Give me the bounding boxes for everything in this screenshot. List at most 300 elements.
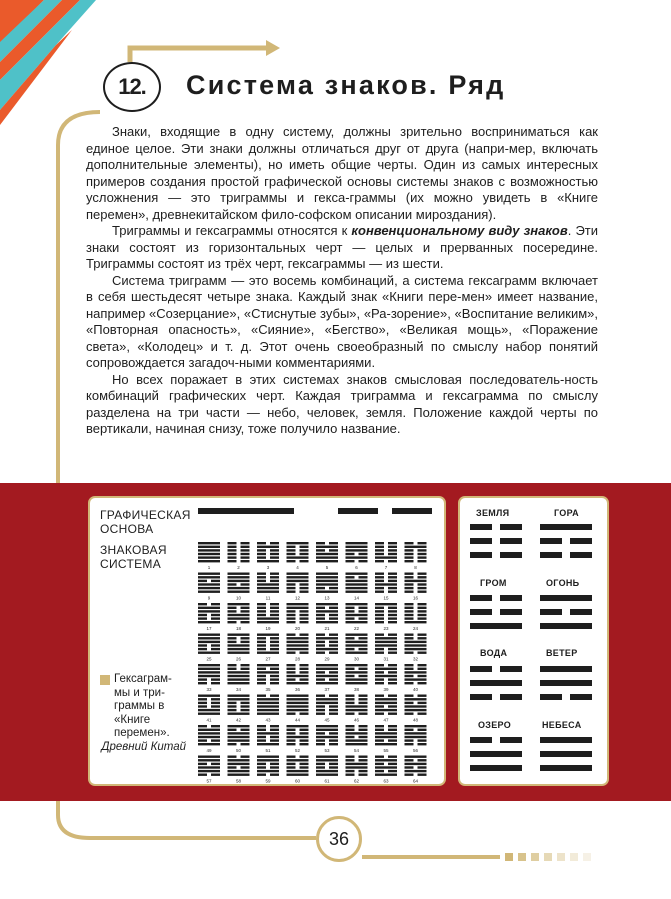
hexagram-18 xyxy=(228,603,250,631)
hexagram-line-broken xyxy=(375,549,384,551)
hexagram-line xyxy=(346,652,368,654)
hexagram-line xyxy=(228,698,250,700)
hexagram-line-broken xyxy=(300,610,309,612)
hexagram-line xyxy=(228,695,250,697)
hexagram-line xyxy=(346,743,368,745)
trigram-line-broken xyxy=(570,694,592,700)
hexagram-line-broken xyxy=(270,736,279,738)
hexagram-5 xyxy=(316,542,338,570)
hexagram-line-broken xyxy=(257,675,266,677)
hexagram-number: 27 xyxy=(265,656,271,662)
hexagram-line-broken xyxy=(198,678,207,680)
hexagram-line-broken xyxy=(300,763,309,765)
hexagram-62 xyxy=(346,756,368,784)
hexagram-line xyxy=(198,546,220,548)
hexagram-number: 22 xyxy=(353,626,360,631)
hexagram-line-broken xyxy=(346,553,355,555)
hexagram-34 xyxy=(228,664,250,692)
trigram-line-broken xyxy=(500,609,522,615)
hexagram-line-broken xyxy=(198,739,207,741)
hexagram-line-broken xyxy=(300,560,309,562)
hexagram-line xyxy=(228,648,250,650)
hexagram-line-broken xyxy=(418,675,427,677)
hexagram-line-broken xyxy=(287,743,296,745)
trigram-line-broken xyxy=(500,737,522,743)
hexagram-28 xyxy=(287,634,309,662)
trigram-grid xyxy=(460,498,607,784)
hexagram-line-broken xyxy=(241,702,250,704)
hexagram-number: 33 xyxy=(206,687,212,692)
hexagram-line-broken xyxy=(375,546,384,548)
hexagram-line-broken xyxy=(375,652,384,654)
hexagram-8 xyxy=(405,542,427,570)
hexagram-line xyxy=(287,675,309,677)
hexagram-line xyxy=(405,648,427,650)
hexagram-line-broken xyxy=(375,617,384,619)
hexagram-line xyxy=(228,678,250,680)
hexagram-line xyxy=(198,591,220,593)
hexagram-line-broken xyxy=(198,682,207,684)
hexagram-line xyxy=(405,763,427,765)
hexagram-line xyxy=(316,573,338,575)
hexagram-number: 62 xyxy=(353,778,360,784)
hexagram-line-broken xyxy=(270,763,279,765)
hexagram-39 xyxy=(375,664,397,692)
hexagram-line-broken xyxy=(270,576,279,578)
hexagram-line-broken xyxy=(270,739,279,741)
hexagram-line-broken xyxy=(198,725,207,727)
hexagram-line xyxy=(228,614,250,616)
hexagram-line xyxy=(316,774,338,776)
trigram-3 xyxy=(470,595,522,629)
hexagram-line-broken xyxy=(405,587,414,589)
hexagram-line-broken xyxy=(316,709,325,711)
hexagram-line-broken xyxy=(270,610,279,612)
hexagram-line-broken xyxy=(257,641,266,643)
hexagram-15 xyxy=(375,573,397,601)
hexagram-line xyxy=(257,560,279,562)
hexagram-line xyxy=(287,556,309,558)
hexagram-line-broken xyxy=(316,713,325,715)
hexagram-36 xyxy=(287,664,309,692)
hexagram-line-broken xyxy=(405,637,414,639)
hexagram-line-broken xyxy=(300,671,309,673)
hexagram-line-broken xyxy=(228,702,237,704)
hexagram-line xyxy=(228,603,250,605)
hexagram-line-broken xyxy=(405,576,414,578)
hexagram-line-broken xyxy=(211,617,220,619)
hexagram-line-broken xyxy=(270,542,279,544)
hexagram-line-broken xyxy=(198,702,207,704)
hexagram-line xyxy=(375,644,397,646)
hexagram-line xyxy=(346,621,368,623)
hexagram-line xyxy=(405,705,427,707)
trigram-name-mountain: ГОРА xyxy=(554,508,579,518)
hexagram-line xyxy=(198,573,220,575)
hexagram-32 xyxy=(405,634,427,662)
hexagram-line-broken xyxy=(418,576,427,578)
hexagram-number: 29 xyxy=(324,656,330,662)
hexagram-11 xyxy=(257,573,279,601)
hexagram-line-broken xyxy=(287,634,296,636)
hexagram-line-broken xyxy=(257,542,266,544)
hexagram-line xyxy=(346,603,368,605)
page-number: 36 xyxy=(316,816,362,862)
hexagram-line-broken xyxy=(198,763,207,765)
hexagram-line-broken xyxy=(241,729,250,731)
hexagram-line-broken xyxy=(418,549,427,551)
hexagram-line-broken xyxy=(300,713,309,715)
hexagram-line-broken xyxy=(388,682,397,684)
hexagram-line xyxy=(228,587,250,589)
hexagram-line-broken xyxy=(257,725,266,727)
hexagram-line-broken xyxy=(270,556,279,558)
hexagram-line-broken xyxy=(287,664,296,666)
hexagram-line-broken xyxy=(287,621,296,623)
hexagram-line-broken xyxy=(375,763,384,765)
hexagram-line-broken xyxy=(287,587,296,589)
hexagram-line-broken xyxy=(270,682,279,684)
hexagram-line-broken xyxy=(405,668,414,670)
hexagram-38 xyxy=(346,664,368,692)
hexagram-line xyxy=(257,743,279,745)
hexagram-line-broken xyxy=(418,774,427,776)
hexagram-line-broken xyxy=(375,542,384,544)
hexagram-55 xyxy=(375,725,397,753)
hexagram-line-broken xyxy=(418,713,427,715)
hexagram-line-broken xyxy=(388,610,397,612)
hexagram-number: 5 xyxy=(325,565,329,570)
paragraph-2 xyxy=(86,223,598,273)
hexagram-number: 56 xyxy=(412,748,419,753)
hexagram-line xyxy=(198,664,220,666)
hexagram-line-broken xyxy=(287,678,296,680)
hexagram-line-broken xyxy=(270,603,279,605)
hexagram-line-broken xyxy=(329,695,338,697)
hexagram-line-broken xyxy=(300,617,309,619)
hexagram-23 xyxy=(375,603,397,631)
trigram-line xyxy=(540,595,592,601)
frame-line xyxy=(130,48,270,62)
hexagram-line-broken xyxy=(405,634,414,636)
trigram-line xyxy=(470,623,522,629)
hexagram-line xyxy=(375,743,397,745)
hexagram-line-broken xyxy=(418,603,427,605)
hexagram-44 xyxy=(287,695,309,723)
hexagram-line-broken xyxy=(228,637,237,639)
hexagram-line xyxy=(316,729,338,731)
hexagram-line-broken xyxy=(211,702,220,704)
hexagram-line-broken xyxy=(418,542,427,544)
hexagram-line xyxy=(287,637,309,639)
hexagram-line xyxy=(316,553,338,555)
hexagram-13 xyxy=(316,573,338,601)
hexagram-line xyxy=(375,698,397,700)
hexagram-line xyxy=(316,648,338,650)
hexagram-line-broken xyxy=(316,652,325,654)
hexagram-line-broken xyxy=(329,542,338,544)
hexagram-line-broken xyxy=(418,634,427,636)
hexagram-line-broken xyxy=(316,743,325,745)
hexagram-line-broken xyxy=(418,637,427,639)
hexagram-grid xyxy=(90,498,444,784)
hexagram-line-broken xyxy=(257,603,266,605)
hexagram-number: 26 xyxy=(235,656,242,662)
hexagram-line-broken xyxy=(270,668,279,670)
hexagram-number: 21 xyxy=(324,626,330,631)
hexagram-line xyxy=(198,637,220,639)
hexagram-line-broken xyxy=(329,739,338,741)
hexagram-line-broken xyxy=(388,614,397,616)
hexagram-number: 25 xyxy=(206,656,212,662)
hexagram-line xyxy=(198,560,220,562)
hexagram-line-broken xyxy=(418,573,427,575)
hexagram-line xyxy=(287,736,309,738)
hexagram-line xyxy=(287,648,309,650)
hexagram-number: 15 xyxy=(383,595,389,601)
hexagram-line-broken xyxy=(405,739,414,741)
hexagram-line-broken xyxy=(359,675,368,677)
hexagram-line-broken xyxy=(228,743,237,745)
trigram-line-broken xyxy=(500,595,522,601)
trigram-line-broken xyxy=(500,694,522,700)
hexagram-line-broken xyxy=(228,621,237,623)
hexagram-line-broken xyxy=(405,766,414,768)
hexagram-line xyxy=(405,580,427,582)
trigram-line xyxy=(470,680,522,686)
hexagram-line xyxy=(346,542,368,544)
hexagram-line xyxy=(316,546,338,548)
hexagram-line-broken xyxy=(198,580,207,582)
hexagram-line xyxy=(287,542,309,544)
hexagram-line-broken xyxy=(388,576,397,578)
hexagram-line xyxy=(228,770,250,772)
frame-arrow xyxy=(266,40,280,56)
hexagram-line xyxy=(375,583,397,585)
hexagram-line xyxy=(405,678,427,680)
hexagram-line-broken xyxy=(405,774,414,776)
hexagram-line-broken xyxy=(228,610,237,612)
hexagram-48 xyxy=(405,695,427,723)
hexagram-line-broken xyxy=(257,580,266,582)
hexagram-line-broken xyxy=(211,678,220,680)
hexagram-line-broken xyxy=(241,553,250,555)
hexagram-50 xyxy=(228,725,250,753)
hexagram-42 xyxy=(228,695,250,723)
hexagram-line-broken xyxy=(257,695,266,697)
hexagram-40 xyxy=(405,664,427,692)
hexagram-number: 54 xyxy=(353,748,360,753)
hexagram-line xyxy=(346,705,368,707)
hexagram-line-broken xyxy=(405,614,414,616)
hexagram-line-broken xyxy=(300,546,309,548)
hexagram-line xyxy=(316,756,338,758)
hexagram-line xyxy=(257,702,279,704)
hexagram-line-broken xyxy=(346,736,355,738)
hexagram-line-broken xyxy=(418,664,427,666)
hexagram-line-broken xyxy=(241,560,250,562)
hexagram-line-broken xyxy=(300,583,309,585)
hexagram-line-broken xyxy=(405,610,414,612)
hexagram-line-broken xyxy=(211,644,220,646)
hexagram-line-broken xyxy=(211,739,220,741)
hexagram-line-broken xyxy=(270,729,279,731)
hexagram-line xyxy=(346,591,368,593)
hexagram-line xyxy=(405,546,427,548)
hexagram-line-broken xyxy=(198,644,207,646)
hexagram-line xyxy=(346,709,368,711)
trigram-line-broken xyxy=(540,609,562,615)
hexagram-line-broken xyxy=(257,668,266,670)
hexagram-line-broken xyxy=(300,652,309,654)
hexagram-line xyxy=(228,675,250,677)
hexagram-line-broken xyxy=(405,664,414,666)
hexagram-line-broken xyxy=(287,560,296,562)
trigram-line xyxy=(540,751,592,757)
hexagram-line-broken xyxy=(329,652,338,654)
hexagram-line-broken xyxy=(375,682,384,684)
hexagram-49 xyxy=(198,725,220,753)
hexagram-line-broken xyxy=(359,729,368,731)
hexagram-line xyxy=(346,641,368,643)
hexagram-line-broken xyxy=(228,705,237,707)
hexagram-line xyxy=(257,732,279,734)
basis-line-2 xyxy=(338,508,378,514)
hexagram-line-broken xyxy=(241,546,250,548)
hexagram-line-broken xyxy=(241,664,250,666)
hexagram-line-broken xyxy=(300,732,309,734)
hexagram-line-broken xyxy=(375,671,384,673)
hexagram-line-broken xyxy=(228,607,237,609)
hexagram-number: 57 xyxy=(206,778,212,784)
hexagram-line-broken xyxy=(388,546,397,548)
hexagram-line-broken xyxy=(346,637,355,639)
hexagram-line-broken xyxy=(346,610,355,612)
hexagram-line xyxy=(375,736,397,738)
hexagram-line-broken xyxy=(287,549,296,551)
hexagram-24 xyxy=(405,603,427,631)
trigram-line-broken xyxy=(500,524,522,530)
hexagram-line xyxy=(346,634,368,636)
hexagram-line xyxy=(375,641,397,643)
hexagram-line-broken xyxy=(346,668,355,670)
hexagram-line-broken xyxy=(316,587,325,589)
hexagram-line-broken xyxy=(359,756,368,758)
hexagram-line xyxy=(316,668,338,670)
hexagram-2 xyxy=(228,542,250,570)
hexagram-47 xyxy=(375,695,397,723)
hexagram-line-broken xyxy=(228,641,237,643)
hexagram-line xyxy=(287,641,309,643)
hexagram-line xyxy=(198,729,220,731)
hexagram-53 xyxy=(316,725,338,753)
hexagram-number: 37 xyxy=(324,687,330,692)
hexagram-line-broken xyxy=(405,729,414,731)
trigram-2 xyxy=(540,524,592,558)
hexagram-41 xyxy=(198,695,220,723)
hexagram-line-broken xyxy=(329,641,338,643)
hexagram-line-broken xyxy=(359,648,368,650)
hexagram-line-broken xyxy=(198,698,207,700)
hexagram-line-broken xyxy=(405,603,414,605)
hexagram-line xyxy=(405,756,427,758)
hexagram-line-broken xyxy=(359,560,368,562)
hexagram-line-broken xyxy=(418,668,427,670)
hexagram-line-broken xyxy=(257,637,266,639)
hexagram-number: 45 xyxy=(324,717,330,723)
hexagram-number: 39 xyxy=(383,687,389,692)
hexagram-line-broken xyxy=(257,607,266,609)
hexagram-number: 3 xyxy=(266,565,270,570)
hexagram-number: 44 xyxy=(294,717,301,723)
hexagram-line-broken xyxy=(257,678,266,680)
hexagram-3 xyxy=(257,542,279,570)
hexagram-line-broken xyxy=(418,553,427,555)
hexagram-line xyxy=(257,587,279,589)
hexagram-line-broken xyxy=(405,556,414,558)
hexagram-line-broken xyxy=(316,617,325,619)
hexagram-line-broken xyxy=(228,556,237,558)
hexagram-line-broken xyxy=(388,617,397,619)
label-sign-line-1: ЗНАКОВАЯ xyxy=(100,543,167,557)
hexagram-line xyxy=(287,603,309,605)
hexagram-line xyxy=(375,668,397,670)
hexagram-line-broken xyxy=(241,705,250,707)
hexagram-line-broken xyxy=(405,617,414,619)
hexagram-17 xyxy=(198,603,220,631)
hexagram-line-broken xyxy=(228,549,237,551)
trigram-line-broken xyxy=(470,737,492,743)
hexagram-line-broken xyxy=(375,648,384,650)
hexagram-line-broken xyxy=(418,766,427,768)
hexagram-line-broken xyxy=(388,729,397,731)
hexagram-line xyxy=(346,573,368,575)
trigram-8 xyxy=(540,737,592,771)
hexagram-line-broken xyxy=(316,641,325,643)
hexagram-line xyxy=(198,709,220,711)
hexagram-line xyxy=(198,542,220,544)
trigram-line-broken xyxy=(470,666,492,672)
hexagram-line xyxy=(375,675,397,677)
hexagram-line-broken xyxy=(388,621,397,623)
hexagram-line-broken xyxy=(257,774,266,776)
hexagram-line-broken xyxy=(316,739,325,741)
hexagram-line xyxy=(287,698,309,700)
hexagram-7 xyxy=(375,542,397,570)
hexagram-line xyxy=(228,739,250,741)
trigram-line xyxy=(540,623,592,629)
hexagram-line xyxy=(375,637,397,639)
hexagram-line xyxy=(287,702,309,704)
hexagram-number: 2 xyxy=(237,565,240,570)
hexagram-line-broken xyxy=(418,759,427,761)
hexagram-63 xyxy=(375,756,397,784)
hexagram-10 xyxy=(228,573,250,601)
hexagram-25 xyxy=(198,634,220,662)
hexagram-line-broken xyxy=(241,709,250,711)
hexagram-line-broken xyxy=(346,695,355,697)
hexagram-line-broken xyxy=(375,607,384,609)
hexagram-line xyxy=(316,603,338,605)
hexagram-line-broken xyxy=(346,713,355,715)
trigram-line-broken xyxy=(470,524,492,530)
hexagram-line-broken xyxy=(300,549,309,551)
hexagram-line-broken xyxy=(257,644,266,646)
hexagram-line xyxy=(287,644,309,646)
hexagram-line-broken xyxy=(228,553,237,555)
trigram-line-broken xyxy=(540,538,562,544)
hexagram-line xyxy=(257,591,279,593)
